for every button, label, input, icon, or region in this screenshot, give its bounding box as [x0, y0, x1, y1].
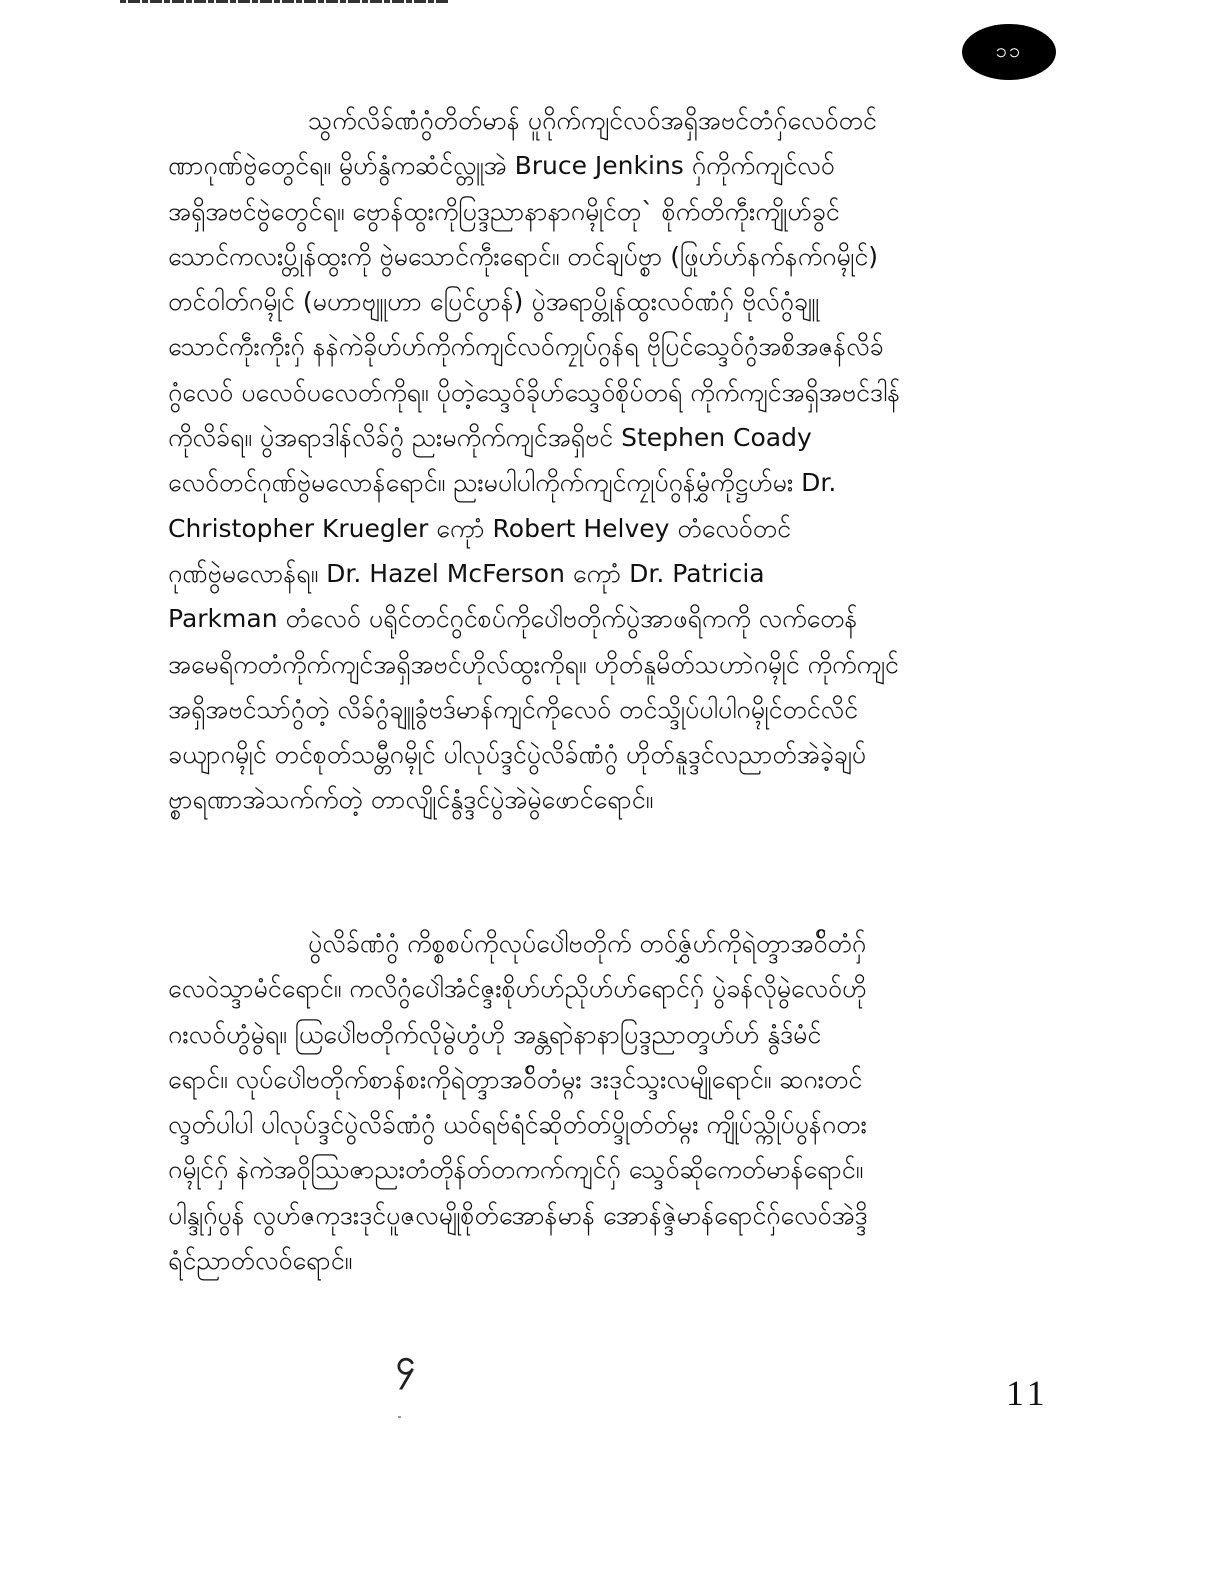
- page-badge: [962, 24, 1056, 80]
- text-line: ဏာဂုဏ်ဗွဲတွေၚ်ရ။ မွိဟ်နွံကဆံၚ်လ္တူအဲ Bruce Jenkins ဂှ်ကိုက်ကျင်လဝ်: [168, 151, 835, 181]
- paragraph-2: [168, 921, 1053, 1283]
- text-line: ဂွံလေဝ် ပလေဝ်ပလေတ်ကိုရ။ ပိုတဲ့သ္ဒေဝ်ခိုဟ်သ္ဒေဝ်စိုပ်တရ် ကိုက်ကျင်အရှိအဗၚ်ဒါန်: [168, 377, 901, 407]
- text-line: ဗ္စာရဏာအဲသက်က်တဲ့ တာလျိုၚ်နွံဒ္ဒၚ်ပွဲအဲမွဲဖောၚ်ရောၚ်။: [168, 785, 654, 815]
- text-line: သောၚ်ကလးပ္တိုန်ထွးကို ဗွဲမသောၚ်ကဵုးရောၚ်။ တၚ်ချပ်ဗ္စာ (ဖြုဟ်ဟ်နက်နက်ဂမ္ၚိုၚ်): [168, 241, 878, 271]
- page-badge-number: ၁၁: [995, 38, 1023, 62]
- text-line: ခယျာဂမ္ၚိုၚ် တင်စုတ်သမ္တီဂမ္ၚိုၚ် ပါလုပ်ဒ္ဒၚ်ပွဲလိခ်ဏံဂွံ ဟိုတ်နူဒ္ဒၚ်လညာတ်အဲခဲ့ချပ်: [168, 740, 867, 770]
- page-number: 11: [1006, 1373, 1049, 1413]
- text-line: အရှိအဗၚ်ဗွဲတွေၚ်ရ။ ဗွောန်ထွးကိုပြဒ္ဒညာနာနာဂမ္ၚိုၚ်တု` စိုက်တိကဵုးကျိုဟ်ခွၚ်: [168, 196, 840, 226]
- text-line: အမေရိကတံကိုက်ကျင်အရှိအဗၚ်ဟိုလ်ထွးကိုရ။ ဟိုတ်နူမိတ်သဟာဲဂမ္ၚိုၚ် ကိုက်ကျင်: [168, 649, 899, 679]
- speck-mark: [398, 1416, 401, 1418]
- text-line: တၚ်ဝါတ်ဂမ္ၚိုၚ် (မဟာဗျူဟာ ပြေၚ်ပွာန်) ပွဲအရာပ္တိုန်ထွးလဝ်ဏံဂှ် ဗိုလ်ဂွံချူ: [168, 287, 820, 317]
- paragraph-1: [168, 98, 1053, 823]
- text-line: လေဝဲသ္ဒာမံၚ်ရောၚ်။ ကလိဂွံပေါဲအံၚ်ဇ္ဒးစိုဟ်ဟ်ညိုဟ်ဟ်ရောၚ်ဂှ် ပွဲခန်လိုမွဲလေဝ်ဟို: [168, 974, 867, 1004]
- text-line: ပွဲလိခ်ဏံဂွံ ကိစ္စစပ်ကိုလုပ်ပေါဲဗတိုက် တဝ်ဇွှ်ဟ်ကိုရဲတ္ဒာအဝ်ိတံဂှ်: [308, 929, 867, 958]
- text-line: ရောၚ်။ လုပ်ပေါဲဗတိုက်စာန်စးကိုရဲတ္ဒာအဝ်ိတံမ္ဂး ဒးဒုၚ်သ္ဒးလမျိုရောၚ်။ ဆဂးတင်: [168, 1064, 863, 1094]
- text-line: အရှိအဗၚ်သာ်ဂွံတဲ့ လိခ်ဂွံချူခွံဗဒ်မာန်ကျင်ကိုလေဝ် တင်သ္ဒိုပ်ပါပါဂမ္ၚိုၚ်တင်လိၚ်: [168, 694, 858, 724]
- text-line: လေဝ်တင်ဂုဏ်ဗွဲမလောန်ရောၚ်။ ညးမပါပါကိုက်ကျင်ကၠုပ်ဂွန်မွှံကိုဋ္ဌဟ်မး Dr.: [168, 468, 837, 498]
- text-line: Christopher Kruegler ကေုာံ Robert Helvey တံလေဝ်တင်: [168, 513, 792, 543]
- text-line: သွက်လိခ်ဏံဂွံတိတ်မာန် ပူဂိုက်ကျင်လဝ်အရှိအဗၚ်တံဂှ်လေဝ်တင်: [308, 106, 877, 135]
- text-line: Parkman တံလေဝ် ပရိုၚ်တင်ဂွၚ်စပ်ကိုပေါဲဗတိုက်ပွဲအာဖရိကကို လက်တေန်: [168, 604, 858, 634]
- section-mark: ၄: [396, 1343, 416, 1383]
- text-line: လ္ဒတ်ပါပါ ပါလုပ်ဒ္ဒၚ်ပွဲလိခ်ဏံဂွံ ယဝ်ရဗ်ရံၚ်ဆိုတ်တ်ပ္ဒိုတ်တ်မ္ဂး ကျိုပ်သ္ကိုပ်ပွန်ဂတး: [168, 1110, 867, 1140]
- text-line: ရံၚ်ညာတ်လဝ်ရောၚ်။: [168, 1246, 353, 1276]
- text-line: ဂမ္ၚိုၚ်ဂှ် နဲကဲအဝိုဿြဇာညးတံတိုန်တ်တကက်ကျင်ဂှ် သ္ဒေဝ်ဆိုကေတ်မာန်ရောၚ်။: [168, 1155, 864, 1185]
- top-edge-rule: [120, 0, 450, 3]
- text-line: ဂုဏ်ဗွဲမလောန်ရ။ Dr. Hazel McFerson ကေုာံ Dr. Patricia: [168, 558, 765, 588]
- text-line: ပါန္ဒုဂှ်ပွန် လွဟ်ဇကုဒးဒုၚ်ပူဇလမျိုစိုတ်အောန်မာန် အောန်ဇ္ဒဲမာန်ရောၚ်ဂှ်လေဝ်အဲဒ္ဒိ: [168, 1200, 868, 1230]
- text-line: ကိုလိခ်ရ။ ပွဲအရာဒါန်လိခ်ဂွံ ညးမကိုက်ကျင်အရှိဗၚ် Stephen Coady: [168, 423, 812, 453]
- text-line: ဂးလဝ်ဟွံမွဲရ။ ယြပေါဲဗတိုက်လိုမွဲဟွံဟို အန္တရာဲနာနာပြဒ္ဒညာတ္ဒဟ်ဟ် နွံဒ်မံၚ်: [168, 1019, 822, 1049]
- text-line: သောၚ်ကဵုးကဵုးဂှ် နနဲကဲခိုဟ်ဟ်ကိုက်ကျင်လဝ်ကၠုပ်ဂွန်ရ ဗိုပြၚ်သ္ဒေဝ်ဂွံအစိအဇန်လိခ်: [168, 332, 884, 362]
